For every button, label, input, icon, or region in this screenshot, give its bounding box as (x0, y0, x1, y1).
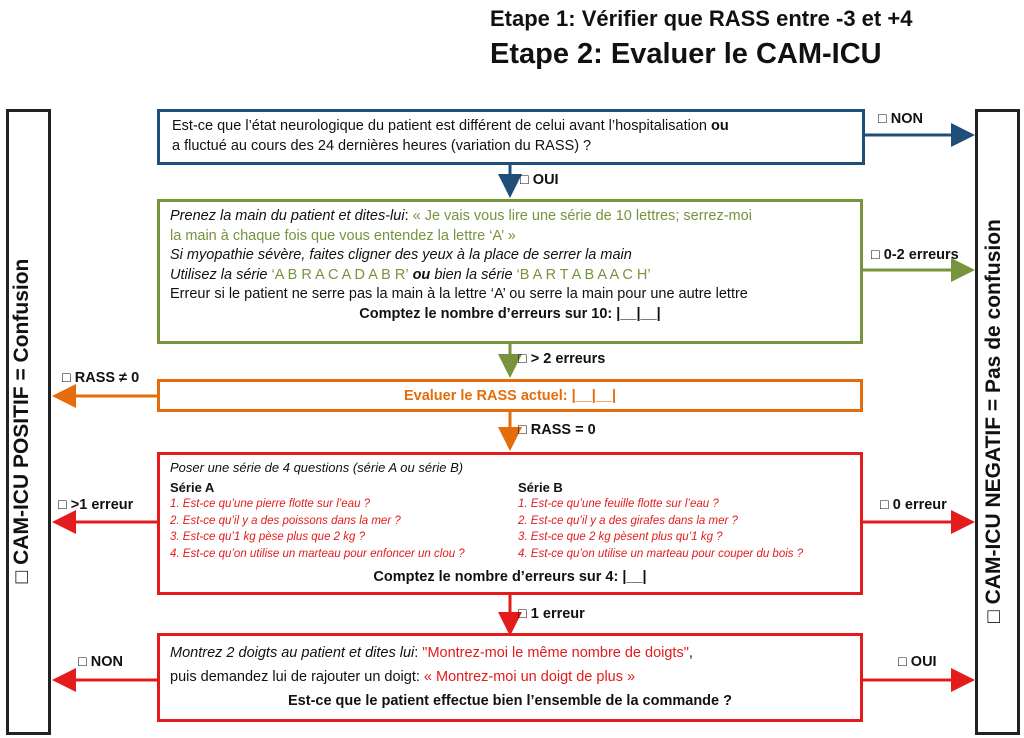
label-non-bottom: □ NON (78, 654, 124, 670)
error-count-4: Comptez le nombre d’erreurs sur 4: |__| (373, 569, 647, 585)
fingers-test-box (157, 633, 863, 722)
serie-a-q3: 3. Est-ce qu’1 kg pèse plus que 2 kg ? (170, 531, 365, 543)
error-count-10: Comptez le nombre d’erreurs sur 10: |__|__| (359, 305, 661, 322)
neuro-question-line2: a fluctué au cours des 24 dernières heures (variation du RASS) ? (172, 137, 592, 154)
step2-title: Etape 2: Evaluer le CAM-ICU (490, 38, 882, 70)
label-non-top: □ NON (878, 111, 924, 127)
rass-box (157, 379, 863, 412)
label-more-1-error: □ >1 erreur (58, 497, 134, 513)
rass-current: Evaluer le RASS actuel: |__|__| (403, 388, 617, 404)
label-0-error: □ 0 erreur (880, 497, 947, 513)
serie-a-q1: 1. Est-ce qu’une pierre flotte sur l’eau ? (170, 498, 371, 510)
label-oui-bottom: □ OUI (898, 654, 937, 670)
serie-b-q4: 4. Est-ce qu’on utilise un marteau pour couper du bois ? (518, 547, 804, 560)
serie-b-q3: 3. Est-ce que 2 kg pèsent plus qu’1 kg ? (518, 531, 723, 543)
label-0-2-errors: □ 0-2 erreurs (871, 247, 959, 263)
fingers-instruction: Montrez 2 doigts au patient et dites lui: "Montrez-moi le même nombre de doigts", (170, 645, 693, 661)
neuro-status-question-box (157, 109, 865, 165)
neuro-question-line1: Est-ce que l’état neurologique du patient est différent de celui avant l’hospitalisation ou (172, 118, 729, 134)
side-label-positive: □ CAM-ICU POSITIF = Confusion (10, 258, 33, 584)
attention-instruction: Prenez la main du patient et dites-lui: « Je vais vous lire une série de 10 lettres; serrez-moi (170, 208, 752, 224)
command-question: Est-ce que le patient effectue bien l’ensemble de la commande ? (288, 693, 732, 709)
label-oui-top: □ OUI (520, 172, 559, 188)
serie-b-q1: 1. Est-ce qu’une feuille flotte sur l’eau ? (518, 498, 719, 510)
myopathy-note: Si myopathie sévère, faites cligner des yeux à la place de serrer la main (170, 247, 632, 263)
serie-b-q2: 2. Est-ce qu’il y a des girafes dans la mer ? (518, 514, 738, 527)
fingers-add-one: puis demandez lui de rajouter un doigt: « Montrez-moi un doigt de plus » (170, 669, 636, 685)
label-more-2-errors: □ > 2 erreurs (518, 351, 606, 367)
letter-series-line: Utilisez la série ‘A B R A C A D A B R’ ou bien la série ‘B A R T A B A A C H’ (170, 266, 651, 283)
attention-quote-cont: la main à chaque fois que vous entendez la lettre ‘A’ » (170, 227, 516, 244)
label-rass-not-0: □ RASS ≠ 0 (62, 370, 140, 386)
label-rass-0: □ RASS = 0 (518, 422, 596, 438)
error-definition: Erreur si le patient ne serre pas la main à la lettre ‘A’ ou serre la main pour une autre lettre (170, 286, 748, 302)
serie-a-title: Série A (170, 480, 215, 495)
serie-a-q4: 4. Est-ce qu’on utilise un marteau pour enfoncer un clou ? (170, 547, 465, 560)
serie-a (170, 479, 465, 562)
label-1-error: □ 1 erreur (518, 606, 585, 622)
serie-b (518, 479, 803, 562)
serie-b-title: Série B (518, 480, 563, 495)
questions-intro: Poser une série de 4 questions (série A ou série B) (170, 460, 464, 475)
attention-test-box (157, 199, 863, 344)
step1-title: Etape 1: Vérifier que RASS entre -3 et +4 (490, 6, 913, 31)
serie-a-q2: 2. Est-ce qu’il y a des poissons dans la mer ? (170, 514, 401, 527)
side-label-negative: □ CAM-ICU NEGATIF = Pas de confusion (982, 219, 1005, 623)
questions-box (157, 452, 863, 595)
